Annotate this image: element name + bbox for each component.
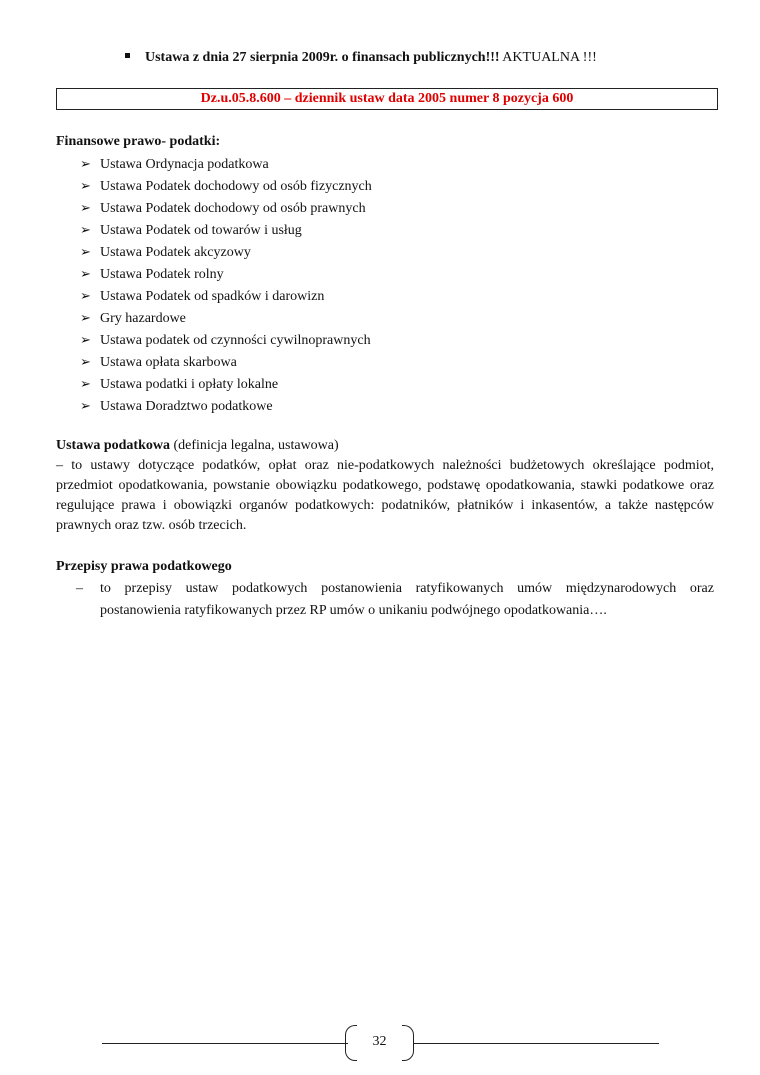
dz-reference-box: Dz.u.05.8.600 – dziennik ustaw data 2005 numer 8 pozycja 600: [56, 88, 718, 110]
finansowe-list-item-text: Ustawa Podatek dochodowy od osób fizycznych: [100, 179, 372, 194]
finansowe-list-item: [80, 351, 372, 373]
finansowe-list-item: [80, 329, 372, 351]
finansowe-list-item-text: Ustawa opłata skarbowa: [100, 355, 237, 370]
ustawa-podatkowa-title-bold: Ustawa podatkowa: [56, 438, 170, 453]
top-bullet-line: [125, 49, 725, 67]
finansowe-list-item: [80, 395, 372, 417]
dash-bullet-icon: –: [76, 581, 83, 596]
arrow-bullet-icon: ➢: [80, 288, 91, 303]
finansowe-list-item: [80, 197, 372, 219]
ustawa-podatkowa-title-rest: (definicja legalna, ustawowa): [169, 438, 339, 453]
footer-brace-left-icon: [345, 1025, 357, 1061]
finansowe-list-item-text: Ustawa Podatek dochodowy od osób prawnych: [100, 201, 366, 216]
przepisy-heading: Przepisy prawa podatkowego: [56, 559, 232, 574]
arrow-bullet-icon: ➢: [80, 354, 91, 369]
footer-line-left: [102, 1043, 348, 1044]
finansowe-list-item-text: Ustawa podatki i opłaty lokalne: [100, 377, 279, 392]
arrow-bullet-icon: ➢: [80, 266, 91, 281]
top-bullet-rest-text: AKTUALNA !!!: [499, 50, 597, 65]
finansowe-list-item-text: Ustawa podatek od czynności cywilnoprawnych: [100, 333, 371, 348]
finansowe-list-item: [80, 285, 372, 307]
finansowe-list-item-text: Ustawa Doradztwo podatkowe: [100, 399, 273, 414]
finansowe-list-item: [80, 241, 372, 263]
footer-line-right: [413, 1043, 659, 1044]
ustawa-podatkowa-definition: – to ustawy dotyczące podatków, opłat oraz nie-podatkowych należności budżetowych określające podmiot, przedmiot opodatkowania, powstanie obowiązku podatkowego, podstawę opodatkowania, stawki podatkowe oraz regulujące prawa i obowiązki organów podatkowych: podatników, płatników i inkasentów, a także następców prawnych oraz tzw. osób trzecich.: [56, 458, 714, 533]
finansowe-list-item-text: Gry hazardowe: [100, 311, 186, 326]
arrow-bullet-icon: ➢: [80, 156, 91, 171]
finansowe-list-item: [80, 263, 372, 285]
ustawa-podatkowa-title: [56, 436, 714, 456]
arrow-bullet-icon: ➢: [80, 310, 91, 325]
finansowe-list-item-text: Ustawa Podatek od spadków i darowizn: [100, 289, 325, 304]
arrow-bullet-icon: ➢: [80, 398, 91, 413]
arrow-bullet-icon: ➢: [80, 244, 91, 259]
finansowe-list-item-text: Ustawa Podatek od towarów i usług: [100, 223, 302, 238]
finansowe-list-item: [80, 307, 372, 329]
finansowe-list-item-text: Ustawa Ordynacja podatkowa: [100, 157, 269, 172]
arrow-bullet-icon: ➢: [80, 376, 91, 391]
przepisy-list-item: [76, 578, 714, 622]
finansowe-list-item-text: Ustawa Podatek rolny: [100, 267, 224, 282]
arrow-bullet-icon: ➢: [80, 200, 91, 215]
top-bullet-bold-text: Ustawa z dnia 27 sierpnia 2009r. o finansach publicznych!!!: [145, 50, 500, 65]
finansowe-list: [80, 153, 372, 417]
finansowe-list-item: [80, 175, 372, 197]
finansowe-list-item-text: Ustawa Podatek akcyzowy: [100, 245, 251, 260]
finansowe-list-item: [80, 219, 372, 241]
przepisy-item-text: to przepisy ustaw podatkowych postanowienia ratyfikowanych umów międzynarodowych oraz postanowienia ratyfikowanych przez RP umów o unikaniu podwójnego opodatkowania….: [100, 581, 714, 618]
arrow-bullet-icon: ➢: [80, 332, 91, 347]
arrow-bullet-icon: ➢: [80, 222, 91, 237]
arrow-bullet-icon: ➢: [80, 178, 91, 193]
finansowe-list-item: [80, 153, 372, 175]
finansowe-heading: Finansowe prawo- podatki:: [56, 134, 221, 149]
square-bullet-icon: [125, 53, 130, 58]
page-number: 32: [372, 1034, 387, 1049]
finansowe-list-item: [80, 373, 372, 395]
